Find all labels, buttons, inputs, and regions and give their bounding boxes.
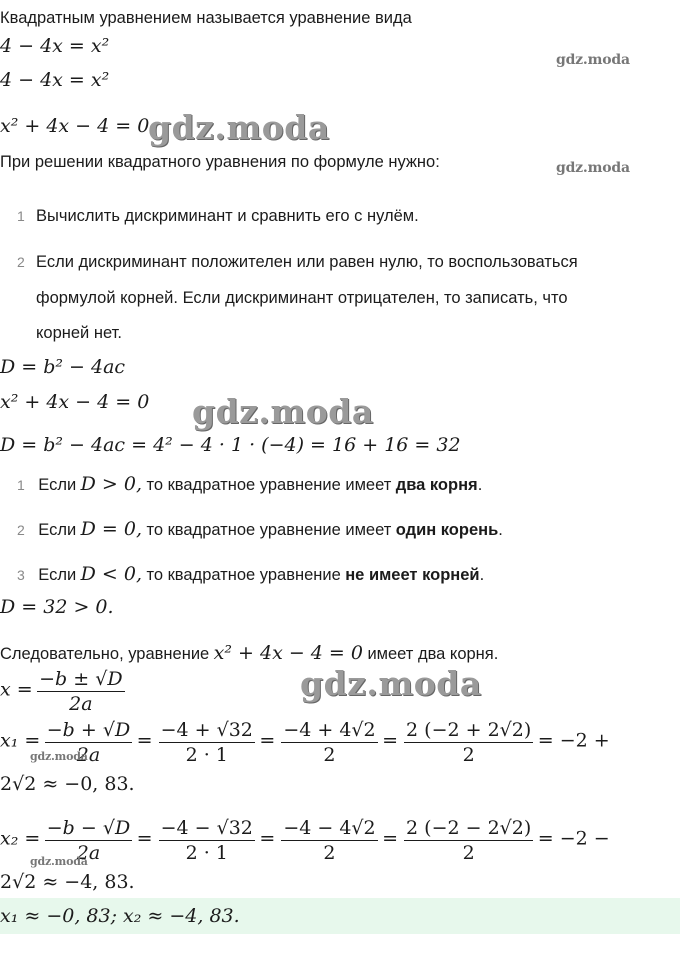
fraction-denominator: 2 (323, 744, 336, 766)
case-condition: D < 0, (80, 563, 142, 585)
step-text: формулой корней. Если дискриминант отрицателен, то записать, что (36, 289, 568, 307)
answer-box (0, 898, 680, 934)
fraction-denominator: 2 (462, 744, 475, 766)
fraction-denominator: 2a (76, 744, 101, 766)
x2-fraction-2 (159, 817, 255, 864)
case-pre: Если (38, 566, 77, 584)
fraction-numerator: 2 (−2 − 2√2) (406, 817, 532, 839)
x2-derivation: x₂ = $\frac{-b - √D}{2a}$ = $\frac{-4 - √32}{2 \cdot 1}$ = $\frac{-4 - 4√2}{2}$ = $\frac{2 (-2 - 2√2)}{2}$ = −2 − (0, 817, 610, 864)
formula-intro: При решении квадратного уравнения по формуле нужно: (0, 153, 440, 171)
fraction-denominator: 2 · 1 (185, 842, 228, 864)
step-number: 1 (17, 208, 25, 224)
d-value: D = 32 > 0. (0, 596, 114, 618)
case-pre: Если (38, 521, 77, 539)
roots-formula (0, 668, 125, 715)
watermark-big: gdz.moda (192, 392, 374, 431)
conclusion-equation: x² + 4x − 4 = 0 (213, 642, 363, 664)
fraction-denominator: 2 (323, 842, 336, 864)
case-pre: Если (38, 476, 77, 494)
roots-lhs: x = (0, 678, 33, 701)
x1-derivation: x₁ = $\frac{-b + √D}{2a}$ = $\frac{-4 + √32}{2 \cdot 1}$ = $\frac{-4 + 4√2}{2}$ = $\frac{2 (-2 + 2√2)}{2}$ = −2 + (0, 719, 610, 766)
equation-1: 4 − 4x = x² (0, 35, 110, 57)
case-3 (17, 562, 484, 586)
discriminant-calc: D = b² − 4ac = 4² − 4 · 1 · (−4) = 16 + 16 = 32 (0, 434, 461, 456)
fraction-numerator: −b − √D (46, 817, 131, 839)
watermark-small: gdz.moda (556, 160, 630, 176)
fraction-numerator: −4 + 4√2 (283, 719, 376, 741)
x1-result: 2√2 ≈ −0, 83. (0, 773, 135, 795)
case-condition: D > 0, (80, 473, 142, 495)
x1-lhs: x₁ = (0, 729, 41, 752)
fraction-denominator: 2 (462, 842, 475, 864)
watermark-big: gdz.moda (148, 108, 330, 147)
watermark-small: gdz.moda (30, 750, 88, 763)
watermark-big: gdz.moda (300, 664, 482, 703)
fraction-numerator: −4 − 4√2 (283, 817, 376, 839)
fraction-numerator: 2 (−2 + 2√2) (406, 719, 532, 741)
case-number: 1 (17, 477, 25, 493)
step-text: корней нет. (36, 324, 122, 342)
watermark-small: gdz.moda (556, 52, 630, 68)
discriminant-equation: x² + 4x − 4 = 0 (0, 391, 150, 413)
x1-fraction-4 (404, 719, 533, 766)
step-number: 2 (17, 254, 25, 270)
equation-2: 4 − 4x = x² (0, 69, 110, 91)
x1-fraction-2 (159, 719, 255, 766)
x1-fraction-3 (281, 719, 377, 766)
case-2 (17, 517, 503, 541)
definition-text: Квадратным уравнением называется уравнение вида (0, 9, 412, 27)
case-post: . (498, 521, 503, 539)
case-mid: то квадратное уравнение имеет (146, 476, 392, 494)
case-post: . (477, 476, 483, 494)
fraction-denominator: 2a (76, 842, 101, 864)
case-number: 2 (17, 522, 25, 538)
x2-fraction-3 (281, 817, 377, 864)
roots-fraction (37, 668, 124, 715)
fraction-denominator: 2a (69, 693, 93, 715)
conclusion-post: имеет два корня. (367, 645, 499, 663)
case-condition: D = 0, (80, 518, 142, 540)
x2-fraction-4 (404, 817, 533, 864)
x2-tail: = −2 − (537, 827, 610, 850)
fraction-numerator: −b ± √D (39, 668, 123, 690)
case-bold: два корня (395, 476, 478, 494)
conclusion-pre: Следовательно, уравнение (0, 645, 210, 663)
case-1 (17, 472, 482, 496)
case-mid: то квадратное уравнение имеет (146, 521, 392, 539)
x1-tail: = −2 + (537, 729, 610, 752)
step-text: Если дискриминант положителен или равен нулю, то воспользоваться (36, 253, 578, 271)
case-post: . (479, 566, 485, 584)
step-text: Вычислить дискриминант и сравнить его с нулём. (36, 207, 419, 225)
discriminant-formula: D = b² − 4ac (0, 356, 126, 378)
x2-result: 2√2 ≈ −4, 83. (0, 871, 135, 893)
conclusion (0, 641, 498, 665)
case-mid: то квадратное уравнение (146, 566, 341, 584)
fraction-numerator: −b + √D (46, 719, 131, 741)
case-number: 3 (17, 567, 25, 583)
answer-text: x₁ ≈ −0, 83; x₂ ≈ −4, 83. (0, 905, 240, 927)
fraction-denominator: 2 · 1 (185, 744, 228, 766)
watermark-small: gdz.moda (30, 855, 88, 868)
x2-lhs: x₂ = (0, 827, 41, 850)
case-bold: не имеет корней (345, 566, 480, 584)
case-bold: один корень (395, 521, 499, 539)
equation-3: x² + 4x − 4 = 0 (0, 115, 150, 137)
fraction-numerator: −4 − √32 (160, 817, 253, 839)
fraction-numerator: −4 + √32 (160, 719, 253, 741)
